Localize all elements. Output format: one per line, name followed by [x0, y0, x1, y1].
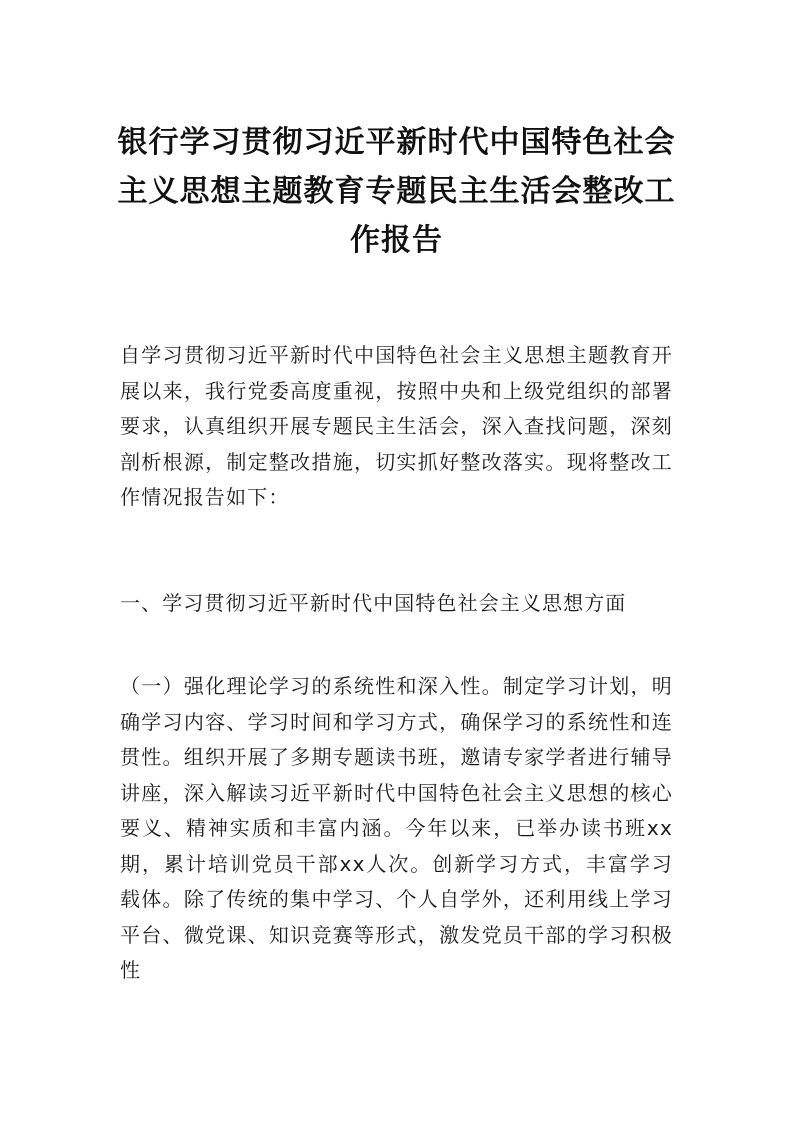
section-heading: 一、学习贯彻习近平新时代中国特色社会主义思想方面 [120, 591, 627, 615]
document-title: 银行学习贯彻习近平新时代中国特色社会主义思想主题教育专题民主生活会整改工作报告 [117, 125, 676, 258]
intro-paragraph: 自学习贯彻习近平新时代中国特色社会主义思想主题教育开展以来，我行党委高度重视，按照中央和上级党组织的部署要求，认真组织开展专题民主生活会，深入查找问题，深刻剖析根源，制定整改措施，切实抓好整改落实。现将整改工作情况报告如下： [120, 343, 673, 509]
body-paragraph: （一）强化理论学习的系统性和深入性。制定学习计划，明确学习内容、学习时间和学习方式，确保学习的系统性和连贯性。组织开展了多期专题读书班，邀请专家学者进行辅导讲座，深入解读习近平新时代中国特色社会主义思想的核心要义、精神实质和丰富内涵。今年以来，已举办读书班xx期，累计培训党员干部xx人次。创新学习方式，丰富学习载体。除了传统的集中学习、个人自学外，还利用线上学习平台、微党课、知识竞赛等形式，激发党员干部的学习积极性 [120, 674, 673, 982]
